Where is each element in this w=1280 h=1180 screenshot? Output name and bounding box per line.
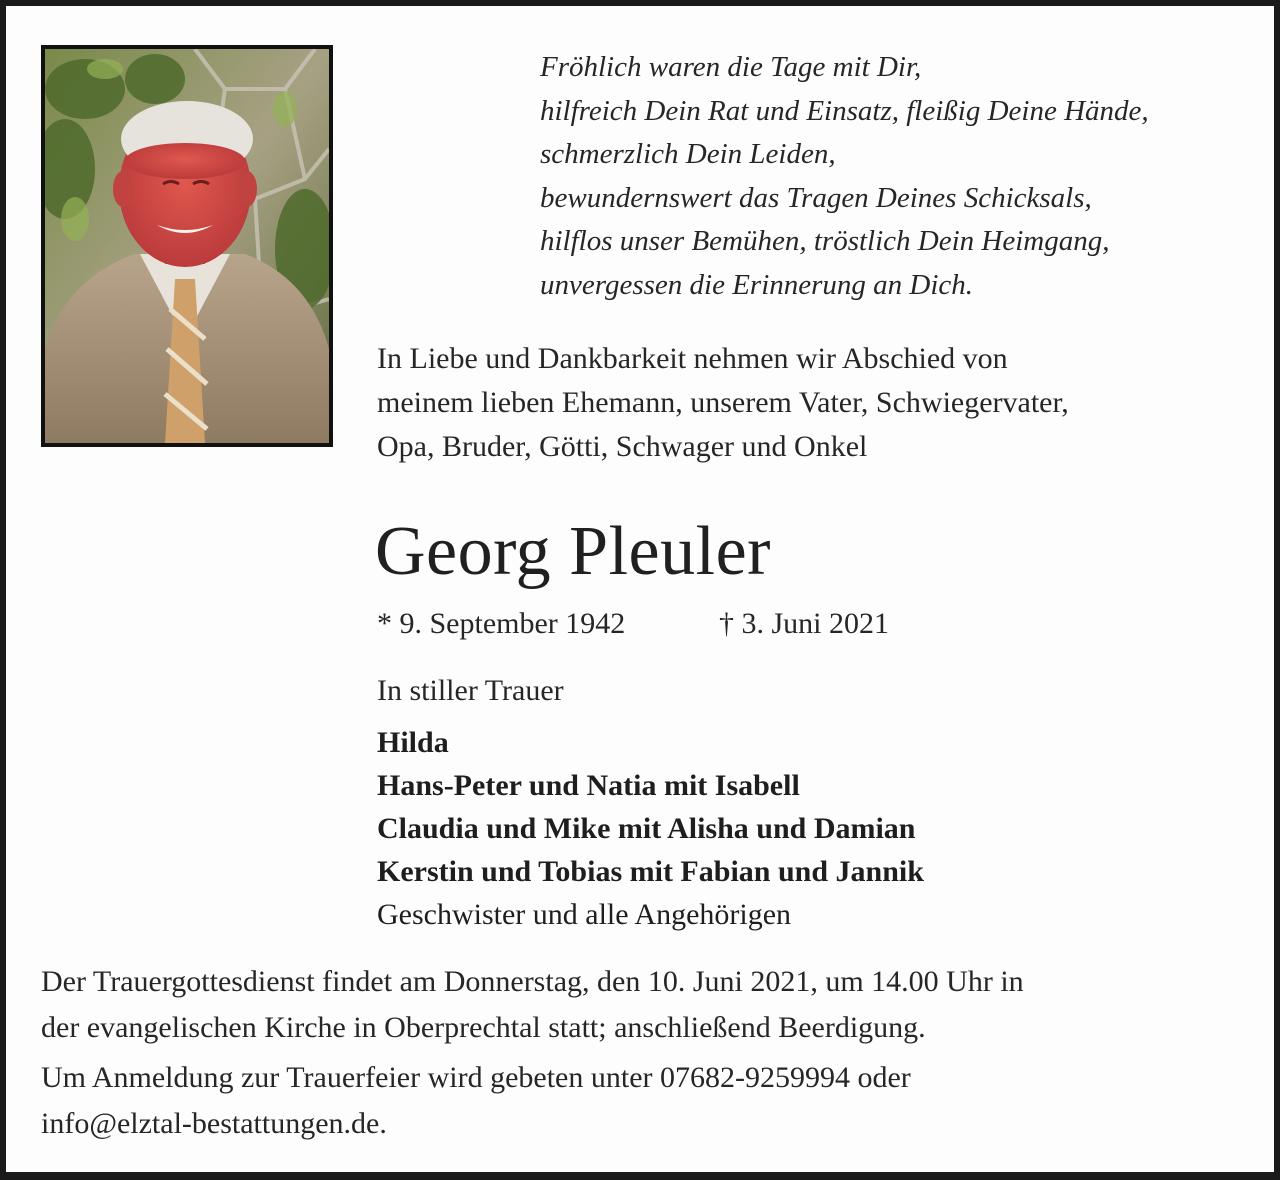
life-dates (377, 604, 890, 644)
service-info (41, 959, 1261, 1147)
obituary-notice (6, 6, 1274, 1172)
intro-line: Opa, Bruder, Götti, Schwager und Onkel (377, 430, 868, 463)
intro-line: meinem lieben Ehemann, unserem Vater, Schwiegervater, (377, 386, 1069, 419)
portrait-photo (45, 49, 329, 443)
poem-line: bewundernswert das Tragen Deines Schicksals, (540, 181, 1092, 214)
deceased-name: Georg Pleuler (375, 513, 771, 590)
poem-line: unvergessen die Erinnerung an Dich. (540, 268, 974, 301)
poem-line: schmerzlich Dein Leiden, (540, 138, 836, 170)
poem-line: hilfreich Dein Rat und Einsatz, fleißig Deine Hände, (540, 94, 1149, 127)
contact-email: info@elztal-bestattungen.de. (41, 1107, 387, 1140)
memorial-poem (540, 46, 1260, 307)
death-date: † 3. Juni 2021 (719, 607, 890, 640)
service-line: der evangelischen Kirche in Oberprechtal statt; anschließend Beerdigung. (41, 1011, 926, 1044)
mourning-label: In stiller Trauer (377, 674, 564, 707)
service-line: Der Trauergottesdienst findet am Donnerstag, den 10. Juni 2021, um 14.00 Uhr in (41, 965, 1024, 998)
poem-line: Fröhlich waren die Tage mit Dir, (540, 51, 922, 83)
farewell-intro (377, 337, 1257, 469)
contact-line: Um Anmeldung zur Trauerfeier wird gebeten unter 07682-9259994 oder (41, 1061, 911, 1094)
relatives-line: Geschwister und alle Angehörigen (377, 898, 792, 931)
family-list (377, 721, 924, 936)
family-member-line: Hilda (377, 726, 449, 759)
birth-date: * 9. September 1942 (377, 607, 626, 640)
portrait-photo-frame (41, 45, 333, 447)
family-member-line: Kerstin und Tobias mit Fabian und Jannik (377, 855, 924, 888)
family-member-line: Hans-Peter und Natia mit Isabell (377, 769, 800, 802)
intro-line: In Liebe und Dankbarkeit nehmen wir Abschied von (377, 342, 1008, 375)
family-member-line: Claudia und Mike mit Alisha und Damian (377, 812, 916, 845)
poem-line: hilflos unser Bemühen, tröstlich Dein Heimgang, (540, 225, 1110, 257)
